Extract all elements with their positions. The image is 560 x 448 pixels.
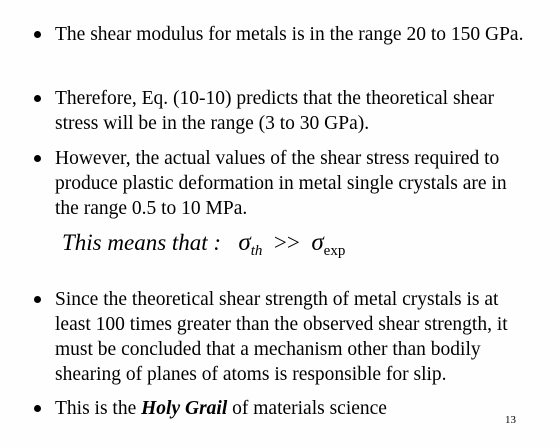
bullet-shear-modulus bbox=[34, 22, 534, 47]
holy-grail-suffix: of materials science bbox=[227, 398, 387, 419]
bullet-theoretical-stress bbox=[34, 86, 534, 136]
holy-grail-emphasis: Holy Grail bbox=[141, 398, 228, 419]
bullet-dot bbox=[34, 296, 41, 303]
subscript-exp: exp bbox=[323, 243, 346, 259]
holy-grail-prefix: This is the bbox=[55, 398, 142, 419]
sigma-symbol: σ bbox=[238, 229, 251, 256]
bullet-text: Therefore, Eq. (10-10) predicts that the theoretical shear stress will be in the range (3 to 30 GPa). bbox=[55, 88, 495, 134]
bullet-dot bbox=[34, 31, 41, 38]
bullet-text: Since the theoretical shear strength of metal crystals is at least 100 times greater than the observed shear strength, it must be concluded that a mechanism other than bodily shearing of planes of atoms is responsible for slip. bbox=[55, 289, 508, 385]
subscript-th: th bbox=[250, 243, 263, 259]
equation-lead: This means that : bbox=[62, 230, 222, 255]
bullet-text bbox=[55, 396, 534, 421]
relation-symbol: >> bbox=[273, 230, 300, 255]
equation bbox=[62, 229, 345, 265]
bullet-conclusion bbox=[34, 287, 534, 387]
bullet-dot bbox=[34, 405, 41, 412]
bullet-text: The shear modulus for metals is in the range 20 to 150 GPa. bbox=[55, 24, 524, 45]
bullet-dot bbox=[34, 155, 41, 162]
bullet-dot bbox=[34, 95, 41, 102]
bullet-actual-stress bbox=[34, 146, 534, 221]
sigma-symbol: σ bbox=[311, 229, 324, 256]
bullet-text: However, the actual values of the shear stress required to produce plastic deformation in metal single crystals are in the range 0.5 to 10 MPa. bbox=[55, 148, 507, 219]
bullet-holy-grail bbox=[34, 396, 534, 421]
page-number: 13 bbox=[505, 414, 516, 426]
